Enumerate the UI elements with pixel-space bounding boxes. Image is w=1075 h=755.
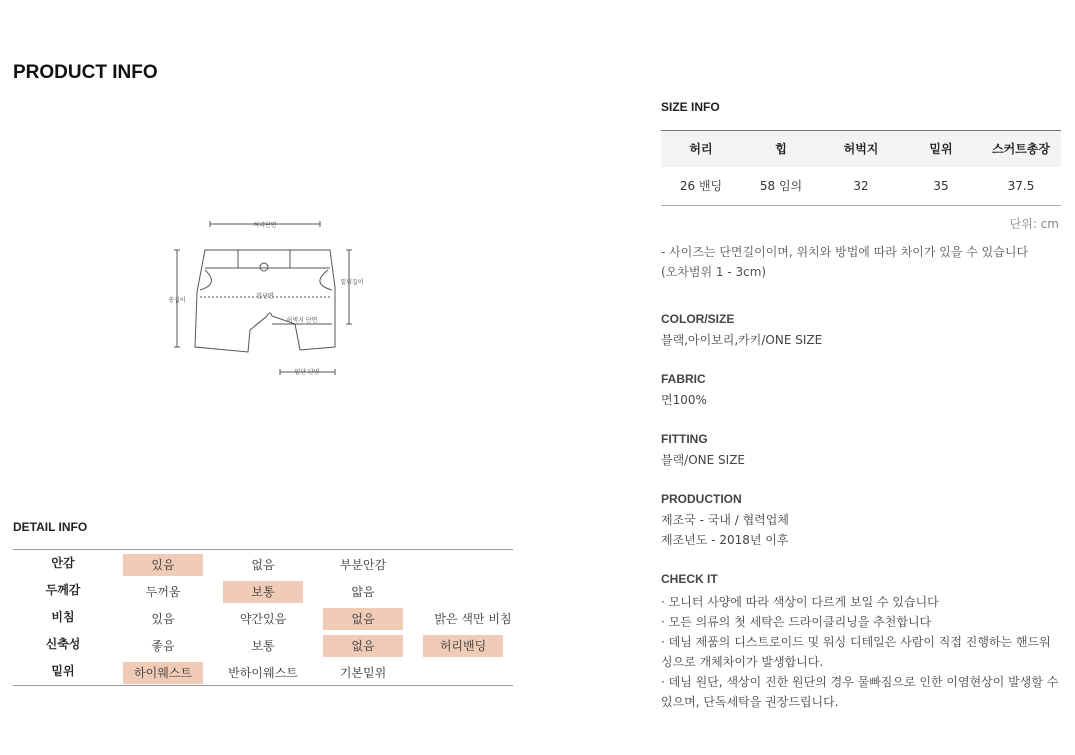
- detail-option: 보통: [223, 581, 303, 603]
- detail-option: 허리밴딩: [423, 635, 503, 657]
- detail-row-thickness: [13, 577, 513, 604]
- size-note: [661, 242, 1061, 282]
- detail-option: 부분안감: [339, 558, 387, 572]
- production-title: PRODUCTION: [661, 492, 742, 506]
- check-it-title: CHECK IT: [661, 572, 718, 586]
- production-line-country: 제조국 - 국내 / 협력업체: [661, 513, 789, 527]
- size-value-cell: 58 임의: [759, 179, 803, 193]
- detail-row-label: 신축성: [45, 637, 81, 651]
- waist-label: 허리단면: [253, 222, 277, 229]
- detail-option: 없음: [323, 608, 403, 630]
- size-header-cell: 밑위: [929, 142, 953, 156]
- size-info-title: SIZE INFO: [661, 100, 720, 114]
- size-value-cell: 37.5: [1007, 179, 1035, 193]
- detail-option: 하이웨스트: [123, 662, 203, 684]
- detail-option: 있음: [151, 612, 175, 626]
- size-header-cell: 힙: [775, 142, 787, 156]
- length-label: 총길이: [168, 297, 186, 304]
- detail-info-table: [13, 549, 513, 686]
- thigh-label: 허벅지 단면: [286, 317, 318, 324]
- size-value-cell: 32: [853, 179, 869, 193]
- fitting-value: 블랙/ONE SIZE: [661, 453, 746, 467]
- detail-option: 얇음: [351, 585, 375, 599]
- detail-row-stretch: [13, 631, 513, 658]
- size-table-header: [661, 131, 1061, 167]
- fitting-title: FITTING: [661, 432, 708, 446]
- detail-option: 밝은 색만 비침: [434, 612, 512, 626]
- size-unit: 단위: cm: [1009, 217, 1059, 231]
- detail-info-title: DETAIL INFO: [13, 520, 88, 534]
- production-line-year: 제조년도 - 2018년 이후: [661, 533, 789, 547]
- detail-row-label: 안감: [51, 556, 75, 570]
- size-value-cell: 26 밴딩: [679, 179, 723, 193]
- color-size-title: COLOR/SIZE: [661, 312, 735, 326]
- check-item: · 데님 제품의 디스트로이드 및 워싱 디테일은 사람이 직접 진행하는 핸드워싱으로 개체차이가 발생합니다.: [661, 635, 1051, 669]
- detail-option: 있음: [123, 554, 203, 576]
- detail-option: 반하이웨스트: [228, 666, 298, 680]
- color-size-value: 블랙,아이보리,카키/ONE SIZE: [661, 333, 823, 347]
- detail-option: 없음: [323, 635, 403, 657]
- fabric-value: 면100%: [661, 393, 707, 407]
- detail-row-label: 비침: [51, 610, 75, 624]
- detail-row-rise: [13, 658, 513, 685]
- size-header-cell: 허리: [689, 142, 713, 156]
- check-item: · 모니터 사양에 따라 색상이 다르게 보일 수 있습니다: [661, 595, 939, 609]
- size-header-cell: 스커트총장: [992, 142, 1050, 156]
- size-value-cell: 35: [933, 179, 949, 193]
- detail-row-label: 밑위: [51, 664, 75, 678]
- detail-option: 약간있음: [239, 612, 287, 626]
- detail-option: 없음: [251, 558, 275, 572]
- check-item: · 데님 원단, 색상이 진한 원단의 경우 물빠짐으로 인한 이염현상이 발생할 수 있으며, 단독세탁을 권장드립니다.: [661, 675, 1059, 709]
- check-it-list: [661, 592, 1061, 712]
- page-title: PRODUCT INFO: [13, 62, 158, 83]
- rise-label: 밑위길이: [340, 279, 364, 286]
- hem-label: 밑단 단면: [294, 369, 320, 376]
- detail-row-label: 두께감: [45, 583, 81, 597]
- size-header-cell: 허벅지: [843, 142, 879, 156]
- size-info-table: [661, 130, 1061, 206]
- detail-row-lining: [13, 550, 513, 577]
- detail-option: 기본밑위: [339, 666, 387, 680]
- size-note-line: - 사이즈는 단면길이이며, 위치와 방법에 따라 차이가 있을 수 있습니다: [661, 245, 1029, 259]
- shorts-measurement-diagram: [160, 212, 375, 382]
- detail-option: 좋음: [151, 639, 175, 653]
- hip-label: 힙단면: [256, 293, 274, 300]
- detail-row-sheerness: [13, 604, 513, 631]
- detail-option: 두꺼움: [145, 585, 181, 599]
- detail-option: 보통: [251, 639, 275, 653]
- size-note-line: (오차범위 1 - 3cm): [661, 265, 767, 279]
- check-item: · 모든 의류의 첫 세탁은 드라이클리닝을 추천합니다: [661, 615, 932, 629]
- fabric-title: FABRIC: [661, 372, 706, 386]
- size-table-row: [661, 167, 1061, 205]
